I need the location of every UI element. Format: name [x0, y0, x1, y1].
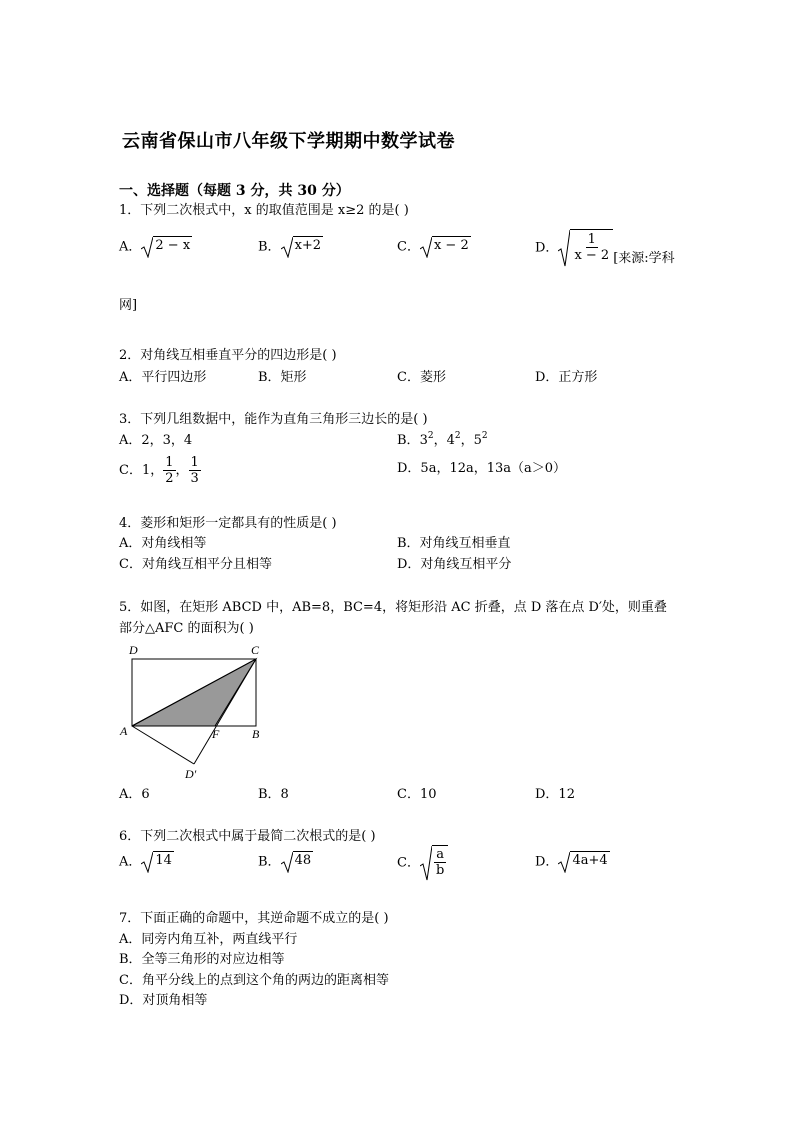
question-5-stem-line-1: 5．如图，在矩形 ABCD 中，AB=8，BC=4，将矩形沿 AC 折叠，点 D 落在点 D′处，则重叠 — [119, 600, 667, 615]
q1-option-b — [258, 236, 323, 258]
radical-sign-icon — [281, 851, 293, 873]
option-label: A． — [119, 854, 142, 870]
q6-option-c — [397, 845, 448, 881]
radicand: 48 — [293, 851, 314, 873]
q2-option-d: D．正方形 — [535, 370, 598, 385]
fraction — [189, 455, 201, 486]
q7-option-b: B．全等三角形的对应边相等 — [119, 952, 285, 967]
exam-title: 云南省保山市八年级下学期期中数学试卷 — [122, 131, 455, 152]
question-3-stem: 3．下列几组数据中，能作为直角三角形三边长的是( ) — [119, 412, 428, 427]
source-note: [来源:学科 — [613, 250, 675, 266]
exponent: 2 — [427, 431, 434, 441]
option-label: B． — [258, 854, 281, 870]
q3-option-d: D．5a，12a，13a（a＞0） — [397, 461, 567, 476]
question-5-stem-line-2: 部分△AFC 的面积为( ) — [119, 621, 254, 636]
separator: ， — [433, 433, 447, 448]
q2-option-b: B．矩形 — [258, 370, 307, 385]
numerator: 1 — [587, 232, 596, 247]
vertex-label-c: C — [251, 643, 260, 657]
point-label-d-prime: D′ — [185, 767, 197, 781]
denominator: 3 — [190, 471, 199, 486]
fraction — [163, 455, 175, 486]
option-label: C． — [397, 239, 420, 255]
sqrt-expression — [420, 845, 448, 881]
q1-option-c — [397, 236, 471, 258]
q1-option-d — [535, 229, 675, 267]
option-label: D． — [535, 854, 559, 870]
radicand: 4a+4 — [570, 851, 609, 873]
q3-option-a: A．2，3，4 — [119, 433, 193, 448]
base: 5 — [473, 433, 482, 448]
q4-option-a: A．对角线相等 — [119, 536, 207, 551]
base: 3 — [419, 433, 428, 448]
radical-sign-icon — [141, 851, 153, 873]
exponent: 2 — [454, 431, 461, 441]
segment-ad-prime — [132, 726, 194, 764]
q5-option-b: B．8 — [258, 787, 289, 802]
q2-option-c: C．菱形 — [397, 370, 446, 385]
denominator: x − 2 — [574, 248, 610, 263]
radicand: x+2 — [293, 236, 324, 258]
radical-sign-icon — [558, 229, 570, 267]
exponent: 2 — [481, 431, 488, 441]
radicand — [432, 845, 448, 881]
radicand — [570, 229, 613, 267]
radicand: 2 − x — [153, 236, 192, 258]
option-label: C．1， — [119, 463, 164, 478]
radical-sign-icon — [141, 236, 153, 258]
q4-option-b: B．对角线互相垂直 — [397, 536, 511, 551]
q3-option-c — [119, 455, 201, 486]
question-2-stem: 2．对角线互相垂直平分的四边形是( ) — [119, 348, 337, 363]
q5-option-a: A．6 — [119, 787, 150, 802]
numerator: 1 — [190, 455, 199, 470]
sqrt-expression — [141, 236, 192, 258]
base: 4 — [446, 433, 455, 448]
vertex-label-a: A — [120, 724, 128, 738]
option-label: D． — [535, 240, 559, 256]
fraction — [434, 847, 446, 878]
radicand: x − 2 — [432, 236, 471, 258]
sqrt-expression — [558, 229, 613, 267]
q1-option-a — [119, 236, 192, 258]
radical-sign-icon — [281, 236, 293, 258]
option-label: B． — [397, 433, 420, 448]
q3-option-b — [397, 432, 488, 450]
q7-option-a: A．同旁内角互补，两直线平行 — [119, 932, 298, 947]
q5-option-d: D．12 — [535, 787, 575, 802]
question-4-stem: 4．菱形和矩形一定都具有的性质是( ) — [119, 516, 337, 531]
radical-sign-icon — [558, 851, 570, 873]
denominator: b — [435, 863, 445, 878]
q4-option-d: D．对角线互相平分 — [397, 557, 512, 572]
option-label: A． — [119, 239, 142, 255]
sqrt-expression — [420, 236, 471, 258]
point-label-f: F — [212, 727, 220, 741]
q6-option-b — [258, 851, 313, 873]
fold-rectangle-figure — [112, 638, 282, 783]
q2-option-a: A．平行四边形 — [119, 370, 207, 385]
denominator: 2 — [165, 471, 174, 486]
separator: ， — [175, 463, 189, 478]
sqrt-expression — [281, 236, 324, 258]
q6-option-a — [119, 851, 174, 873]
source-note-continued: 网] — [119, 298, 138, 313]
q7-option-d: D．对顶角相等 — [119, 993, 208, 1008]
vertex-label-b: B — [252, 727, 260, 741]
sqrt-expression — [281, 851, 314, 873]
option-label: B． — [258, 239, 281, 255]
section-heading: 一、选择题（每题 3 分，共 30 分） — [119, 183, 350, 199]
q6-option-d — [535, 851, 610, 873]
radical-sign-icon — [420, 236, 432, 258]
radical-sign-icon — [420, 845, 432, 881]
numerator: a — [436, 847, 444, 862]
separator: ， — [460, 433, 474, 448]
fraction — [572, 232, 611, 263]
radicand: 14 — [153, 851, 174, 873]
question-1-stem: 1．下列二次根式中，x 的取值范围是 x≥2 的是( ) — [119, 203, 409, 218]
q7-option-c: C．角平分线上的点到这个角的两边的距离相等 — [119, 973, 389, 988]
q5-option-c: C．10 — [397, 787, 437, 802]
vertex-label-d: D — [129, 643, 138, 657]
q4-option-c: C．对角线互相平分且相等 — [119, 557, 272, 572]
question-6-stem: 6．下列二次根式中属于最简二次根式的是( ) — [119, 829, 376, 844]
sqrt-expression — [558, 851, 609, 873]
option-label: C． — [397, 855, 420, 871]
question-7-stem: 7．下面正确的命题中，其逆命题不成立的是( ) — [119, 911, 389, 926]
numerator: 1 — [165, 455, 174, 470]
sqrt-expression — [141, 851, 174, 873]
